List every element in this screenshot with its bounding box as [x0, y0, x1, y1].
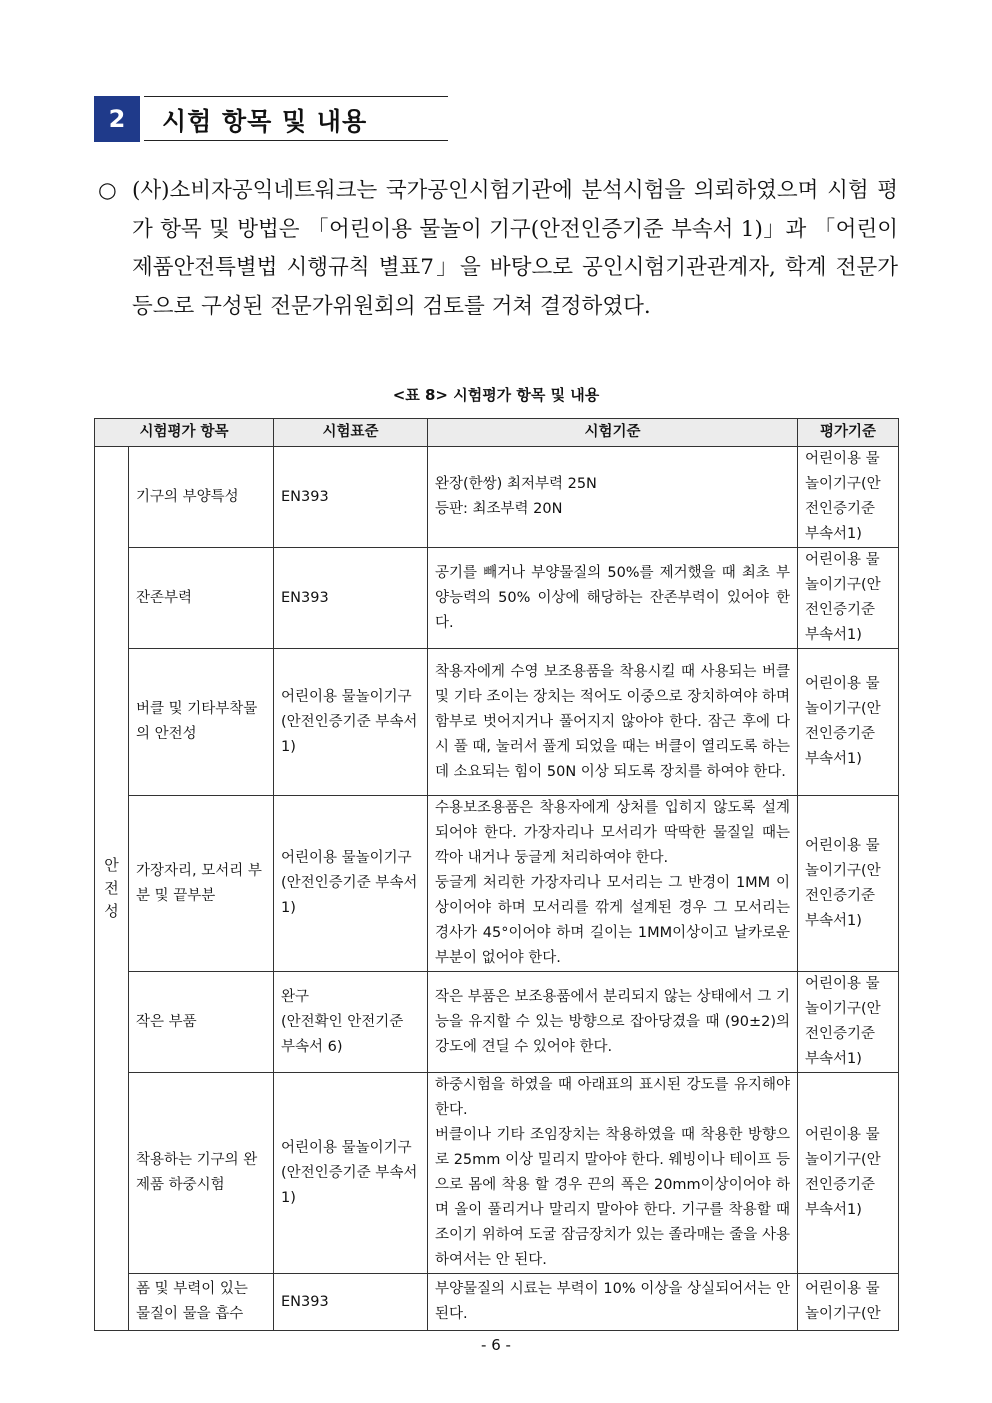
group-label-char: 안 — [104, 856, 119, 874]
row-standard: EN393 — [274, 447, 428, 548]
header-standard: 시험표준 — [274, 419, 428, 447]
row-criteria: 착용자에게 수영 보조용품을 착용시킬 때 사용되는 버클 및 기타 조이는 장치는 적어도 이중으로 장치하여야 하며 함부로 벗어지거나 풀어지지 않아야 한다. 잠근 후에 다시 풀 때, 눌러서 풀게 되었을 때는 버클이 열리도록 하는데 소요되는 힘이 50N 이상 되도록 장치를 하여야 한다. — [428, 649, 798, 796]
row-eval: 어린이용 물놀이기구(안전인증기준 부속서1) — [798, 447, 899, 548]
table-row — [95, 649, 899, 796]
intro-paragraph — [98, 172, 898, 326]
row-criteria: 작은 부품은 보조용품에서 분리되지 않는 상태에서 그 기능을 유지할 수 있는 방향으로 잡아당겼을 때 (90±2)의 강도에 견딜 수 있어야 한다. — [428, 972, 798, 1073]
table-row — [95, 447, 899, 548]
row-standard: EN393 — [274, 1274, 428, 1331]
row-criteria-line: 하중시험을 하였을 때 아래표의 표시된 강도를 유지해야 한다. — [435, 1077, 790, 1118]
group-label — [95, 447, 129, 1331]
row-standard: 어린이용 물놀이기구(안전인증기준 부속서1) — [274, 1073, 428, 1274]
header-criteria: 시험기준 — [428, 419, 798, 447]
row-criteria — [428, 1073, 798, 1274]
table-row — [95, 796, 899, 972]
row-standard-line: 완구 — [281, 988, 310, 1005]
row-standard: EN393 — [274, 548, 428, 649]
row-eval: 어린이용 물놀이기구(안전인증기준 부속서1) — [798, 972, 899, 1073]
row-eval: 어린이용 물놀이기구(안전인증기준 부속서1) — [798, 548, 899, 649]
row-item: 버클 및 기타부착물의 안전성 — [129, 649, 274, 796]
row-eval: 어린이용 물놀이기구(안전인증기준 부속서1) — [798, 796, 899, 972]
section-rule-top — [144, 96, 448, 97]
section-number: 2 — [94, 96, 140, 142]
row-criteria-line: 수용보조용품은 착용자에게 상처를 입히지 않도록 설계되어야 한다. 가장자리나 모서리가 딱딱한 물질일 때는 깍아 내거나 둥글게 처리하여야 한다. — [435, 800, 790, 866]
row-item: 작은 부품 — [129, 972, 274, 1073]
table-row — [95, 1073, 899, 1274]
row-eval: 어린이용 물놀이기구(안 — [798, 1274, 899, 1331]
intro-text: (사)소비자공익네트워크는 국가공인시험기관에 분석시험을 의뢰하였으며 시험 평가 항목 및 방법은 「어린이용 물놀이 기구(안전인증기준 부속서 1)」과 「어린이제품안전특별법 시행규칙 별표7」을 바탕으로 공인시험기관관계자, 학계 전문가 등으로 구성된 전문가위원회의 검토를 거쳐 결정하였다. — [132, 178, 898, 319]
table-row — [95, 972, 899, 1073]
section-title: 시험 항목 및 내용 — [162, 107, 368, 136]
table-header-row — [95, 419, 899, 447]
row-standard — [274, 972, 428, 1073]
row-item: 잔존부력 — [129, 548, 274, 649]
table-row — [95, 1274, 899, 1331]
bullet-circle-icon: ○ — [98, 178, 117, 203]
row-item: 폼 및 부력이 있는 물질이 물을 흡수 — [129, 1274, 274, 1331]
section-header — [94, 96, 448, 142]
row-criteria-line: 등판: 최조부력 20N — [435, 501, 563, 517]
header-eval: 평가기준 — [798, 419, 899, 447]
row-standard-line: (안전확인 안전기준 부속서 6) — [281, 1013, 404, 1055]
row-item: 가장자리, 모서리 부분 및 끝부분 — [129, 796, 274, 972]
group-label-text — [102, 854, 121, 923]
row-item: 착용하는 기구의 완제품 하중시험 — [129, 1073, 274, 1274]
section-rule-bottom — [144, 140, 448, 141]
row-eval: 어린이용 물놀이기구(안전인증기준 부속서1) — [798, 649, 899, 796]
table-caption: <표 8> 시험평가 항목 및 내용 — [392, 386, 600, 404]
row-eval: 어린이용 물놀이기구(안전인증기준 부속서1) — [798, 1073, 899, 1274]
page-number: - 6 - — [481, 1336, 511, 1354]
row-standard: 어린이용 물놀이기구(안전인증기준 부속서1) — [274, 796, 428, 972]
row-criteria-line: 둥글게 처리한 가장자리나 모서리는 그 반경이 1MM 이상이어야 하며 모서리를 깎게 설계된 경우 그 모서리는 경사가 45°이어야 하며 길이는 1MM이상이고 날카로운 부분이 없어야 한다. — [435, 875, 790, 966]
row-criteria-line: 완장(한쌍) 최저부력 25N — [435, 476, 597, 492]
header-item: 시험평가 항목 — [95, 419, 274, 447]
group-label-char: 전 — [104, 879, 119, 897]
row-criteria — [428, 447, 798, 548]
row-criteria: 공기를 빼거나 부양물질의 50%를 제거했을 때 최초 부양능력의 50% 이상에 해당하는 잔존부력이 있어야 한다. — [428, 548, 798, 649]
group-label-char: 성 — [104, 902, 119, 920]
row-criteria — [428, 796, 798, 972]
row-standard: 어린이용 물놀이기구(안전인증기준 부속서1) — [274, 649, 428, 796]
row-item: 기구의 부양특성 — [129, 447, 274, 548]
row-criteria-line: 버클이나 기타 조임장치는 착용하였을 때 착용한 방향으로 25mm 이상 밀리지 말아야 한다. 웨빙이나 테이프 등으로 몸에 착용 할 경우 끈의 폭은 20mm이상이어야 하며 올이 풀리거나 말리지 말아야 한다. 기구를 착용할 때 조이기 위하여 도굴 잠금장치가 있는 졸라매는 줄을 사용하여서는 안 된다. — [435, 1127, 790, 1268]
row-criteria: 부양물질의 시료는 부력이 10% 이상을 상실되어서는 안 된다. — [428, 1274, 798, 1331]
test-items-table — [94, 418, 899, 1331]
table-row — [95, 548, 899, 649]
